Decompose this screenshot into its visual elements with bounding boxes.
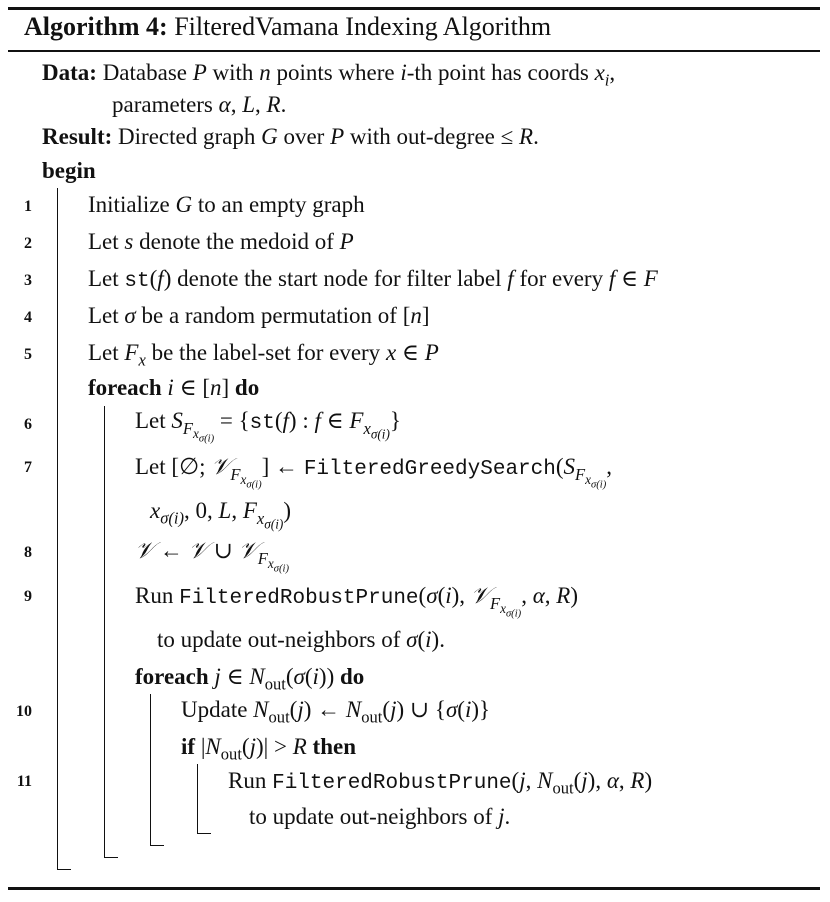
line-7-cont: $x_{\sigma(i)}$, 0, L, $F_{x_{\sigma(i)}}$) [150, 498, 291, 531]
result-line: Result: Directed graph G over P with out-degree ≤ R. [42, 124, 539, 149]
line-number: 4 [24, 309, 32, 326]
algorithm-label: Algorithm 4: [24, 12, 168, 41]
line-8: 𝒱 ← 𝒱 ∪ 𝒱$_{F_{x_{\sigma(i)}}}$ [135, 538, 290, 575]
line-2: Let s denote the medoid of P [88, 229, 354, 254]
line-9-cont: to update out-neighbors of σ(i). [157, 627, 445, 652]
top-rule [8, 7, 820, 10]
line-number: 11 [16, 773, 32, 790]
foreach-i-block-bar [104, 406, 105, 858]
if-block-bar [197, 764, 198, 834]
line-number: 10 [16, 703, 32, 720]
line-number: 9 [24, 588, 32, 605]
foreach-i-block-end [104, 857, 118, 858]
line-number: 3 [24, 272, 32, 289]
line-5: Let $F_x$ be the label-set for every x ∈ P [88, 340, 439, 370]
line-number: 2 [24, 235, 32, 252]
foreach-j-block-end [150, 845, 164, 846]
line-4: Let σ be a random permutation of [n] [88, 303, 430, 328]
title-rule [8, 50, 820, 52]
line-9: Run FilteredRobustPrune(σ(i), 𝒱$_{F_{x_{\sigma(i)}}}$, α, R) [135, 583, 578, 620]
if-block-end [197, 833, 211, 834]
line-number: 5 [24, 346, 32, 363]
line-11: Run FilteredRobustPrune(j, $N_{out}(j)$, α, R) [228, 768, 653, 798]
foreach-j-line: foreach j ∈ $N_{out}(\sigma(i))$ do [135, 664, 365, 694]
algorithm-name: FilteredVamana Indexing Algorithm [174, 12, 552, 41]
line-10: Update $N_{out}(j)$ ← $N_{out}(j)$ ∪ {σ(i)} [181, 697, 491, 727]
begin-block-end [57, 869, 71, 870]
line-number: 1 [24, 198, 32, 215]
if-line: if $|N_{out}(j)| > R$ then [181, 734, 356, 764]
data-line-2: parameters α, L, R. [112, 92, 287, 117]
begin-block-bar [57, 188, 58, 870]
line-number: 6 [24, 416, 32, 433]
line-3: Let st(f) denote the start node for filter label f for every f ∈ F [88, 266, 658, 293]
algorithm-title [24, 12, 551, 42]
foreach-j-block-bar [150, 694, 151, 846]
foreach-i-line: foreach i ∈ [n] do [88, 375, 260, 400]
begin-keyword: begin [42, 158, 96, 183]
line-number: 7 [24, 459, 32, 476]
line-11-cont: to update out-neighbors of j. [249, 804, 511, 829]
line-number: 8 [24, 544, 32, 561]
line-1: Initialize G to an empty graph [88, 192, 365, 217]
line-6: Let $S_{F_{x_{\sigma(i)}}} = \{st(f)$ : f ∈ $F_{x_{\sigma(i)}}$} [135, 408, 401, 445]
bottom-rule [8, 887, 820, 890]
line-7: Let [∅; 𝒱$_{F_{x_{\sigma(i)}}}$] ← $FilteredGreedySearch(S_{F_{x_{\sigma(i)}}}$, [135, 454, 612, 491]
data-line: Data: Database P with n points where i-th point has coords $x_i$, [42, 60, 616, 90]
